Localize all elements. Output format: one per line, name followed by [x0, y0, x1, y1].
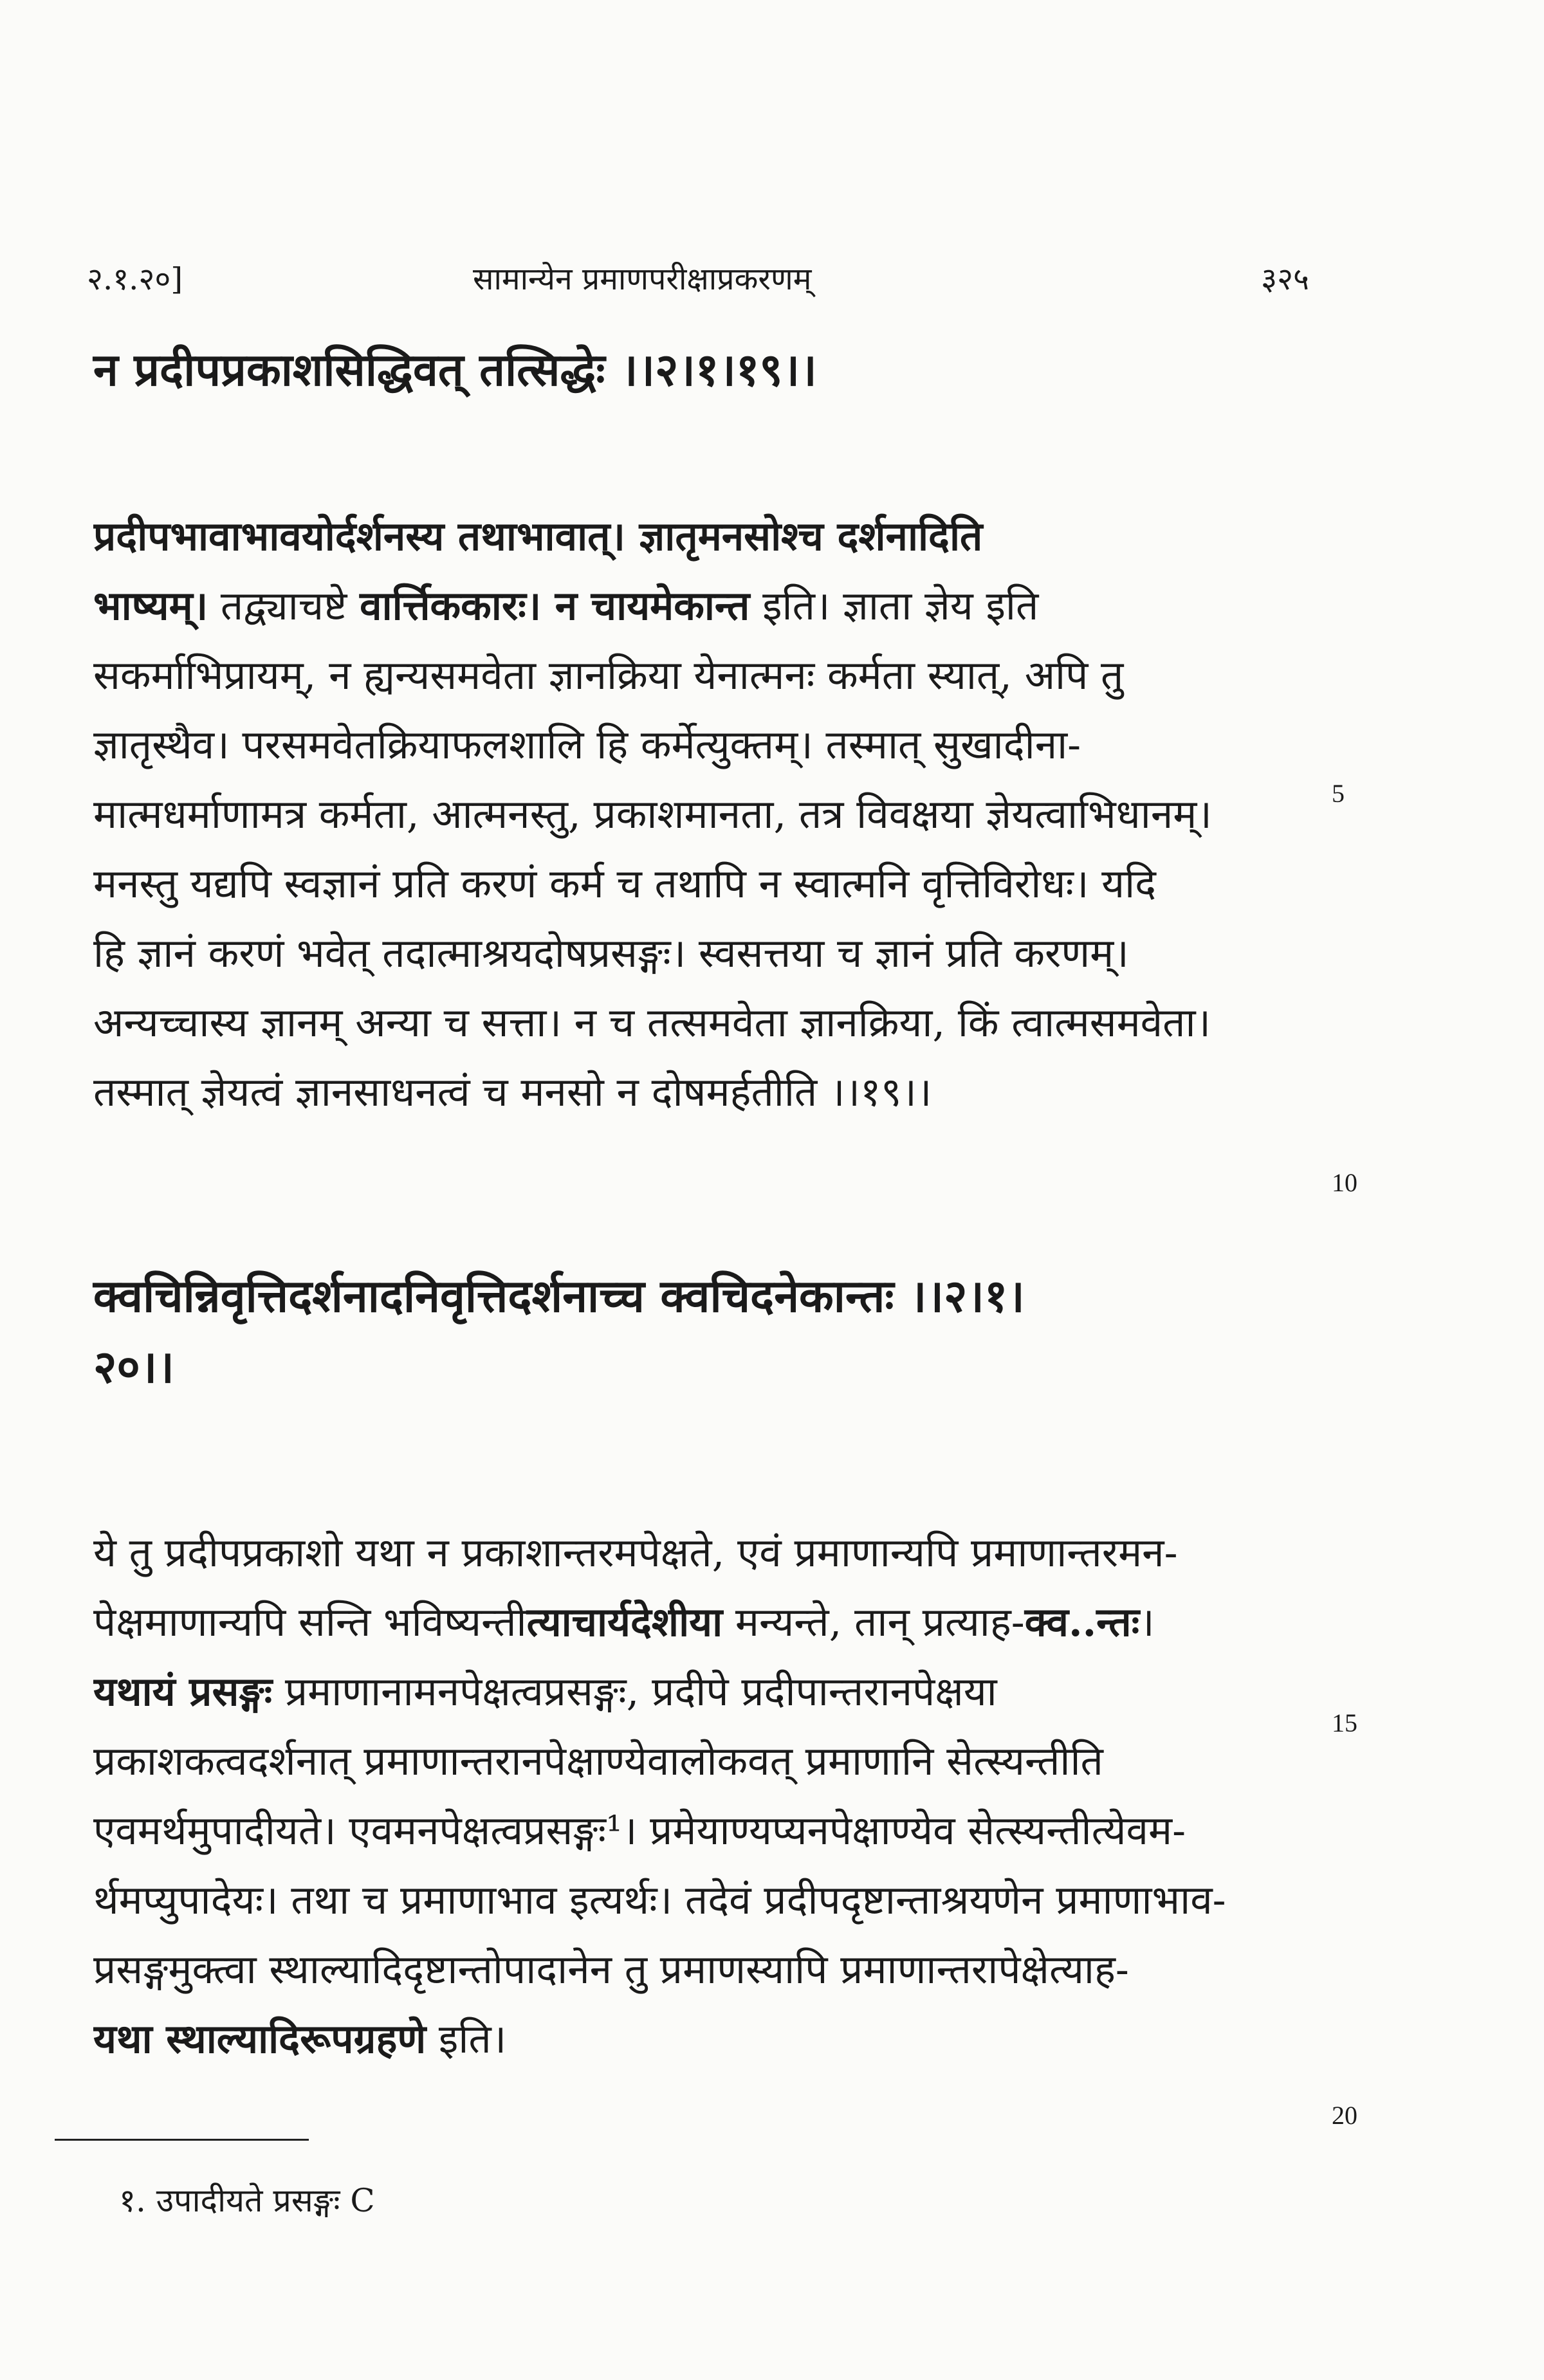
text-span: प्रमाणानामनपेक्षत्वप्रसङ्गः, प्रदीपे प्रदीपान्तरानपेक्षया [272, 1668, 997, 1715]
text-line [93, 1657, 1290, 1726]
sutra-line: क्वचिन्निवृत्तिदर्शनादनिवृत्तिदर्शनाच्च क्वचिदनेकान्तः ।।२।१। [93, 1269, 1025, 1323]
text-line [93, 571, 1290, 641]
text-line: ज्ञातृस्थैव। परसमवेतक्रियाफलशालि हि कर्मेत्युक्तम्। तस्मात् सुखादीना- [93, 721, 1081, 768]
text-span: इति। [426, 2015, 507, 2062]
sutra-heading-19: न प्रदीपप्रकाशसिद्धिवत् तत्सिद्धेः ।।२।१।१९।। [93, 343, 817, 396]
text-line: प्रसङ्गमुक्त्वा स्थाल्यादिदृष्टान्तोपादानेन तु प्रमाणस्यापि प्रमाणान्तरापेक्षेत्याह- [93, 1946, 1129, 1993]
text-line: एवमर्थमुपादीयते। एवमनपेक्षत्वप्रसङ्गः¹। प्रमेयाण्यप्यनपेक्षाण्येव सेत्स्यन्तीत्येवम- [93, 1807, 1186, 1854]
header-section-number: २.१.२०] [87, 261, 183, 297]
commentary-paragraph-2 [93, 1518, 1290, 2074]
running-header [87, 257, 1309, 302]
text-line [93, 2004, 1290, 2074]
line-number: 5 [1332, 779, 1345, 808]
text-span: पेक्षमाणान्यपि सन्ति भविष्यन्ती [93, 1598, 527, 1645]
text-span: मन्यन्ते, तान् प्रत्याह- [722, 1598, 1025, 1645]
commentary-paragraph-1 [93, 502, 1290, 1127]
text-line: मनस्तु यद्यपि स्वज्ञानं प्रति करणं कर्म च तथापि न स्वात्मनि वृत्तिविरोधः। यदि [93, 860, 1157, 907]
header-title: सामान्येन प्रमाणपरीक्षाप्रकरणम् [473, 261, 812, 297]
text-span: । [1139, 1598, 1155, 1645]
text-line: हि ज्ञानं करणं भवेत् तदात्माश्रयदोषप्रसङ्गः। स्वसत्तया च ज्ञानं प्रति करणम्। [93, 929, 1129, 976]
page-number: ३२५ [1261, 261, 1309, 297]
sutra-line: २०।। [93, 1340, 174, 1393]
bold-text: क्व..न्तः [1024, 1598, 1140, 1645]
text-line: र्थमप्युपादेयः। तथा च प्रमाणाभाव इत्यर्थः। तदेवं प्रदीपदृष्टान्ताश्रयणेन प्रमाणाभाव- [93, 1876, 1226, 1923]
bold-text: प्रदीपभावाभावयोर्दर्शनस्य तथाभावात्। ज्ञातृमनसोश्च दर्शनादिति [93, 513, 983, 560]
text-span: इति। ज्ञाता ज्ञेय इति [749, 582, 1039, 629]
text-span: तद्व्याचष्टे [208, 582, 360, 629]
bold-text: भाष्यम्। [93, 582, 208, 629]
bold-text: वार्त्तिककारः। न चायमेकान्त [360, 582, 750, 629]
text-line: अन्यच्चास्य ज्ञानम् अन्या च सत्ता। न च तत्समवेता ज्ञानक्रिया, किं त्वात्मसमवेता। [93, 999, 1211, 1046]
text-line: तस्मात् ज्ञेयत्वं ज्ञानसाधनत्वं च मनसो न दोषमर्हतीति ।।१९।। [93, 1068, 932, 1115]
text-line [93, 502, 1290, 571]
sutra-heading-20 [93, 1261, 1316, 1402]
bold-text: यथायं प्रसङ्गः [93, 1668, 273, 1715]
line-number: 20 [1332, 2101, 1357, 2130]
text-line [93, 1588, 1290, 1657]
line-number: 15 [1332, 1708, 1357, 1737]
bold-text: त्याचार्यदेशीया [526, 1598, 723, 1645]
bold-text: यथा स्थाल्यादिरूपग्रहणे [93, 2015, 427, 2062]
footnote: १. उपादीयते प्रसङ्गः C [119, 2182, 375, 2219]
line-number: 10 [1332, 1168, 1357, 1197]
text-line: मात्मधर्माणामत्र कर्मता, आत्मनस्तु, प्रकाशमानता, तत्र विवक्षया ज्ञेयत्वाभिधानम्। [93, 791, 1212, 838]
text-line: प्रकाशकत्वदर्शनात् प्रमाणान्तरानपेक्षाण्येवालोकवत् प्रमाणानि सेत्स्यन्तीति [93, 1737, 1103, 1784]
text-line: सकर्माभिप्रायम्, न ह्यन्यसमवेता ज्ञानक्रिया येनात्मनः कर्मता स्यात्, अपि तु [93, 652, 1124, 699]
text-line: ये तु प्रदीपप्रकाशो यथा न प्रकाशान्तरमपेक्षते, एवं प्रमाणान्यपि प्रमाणान्तरमन- [93, 1529, 1178, 1576]
footnote-rule [55, 2139, 309, 2141]
